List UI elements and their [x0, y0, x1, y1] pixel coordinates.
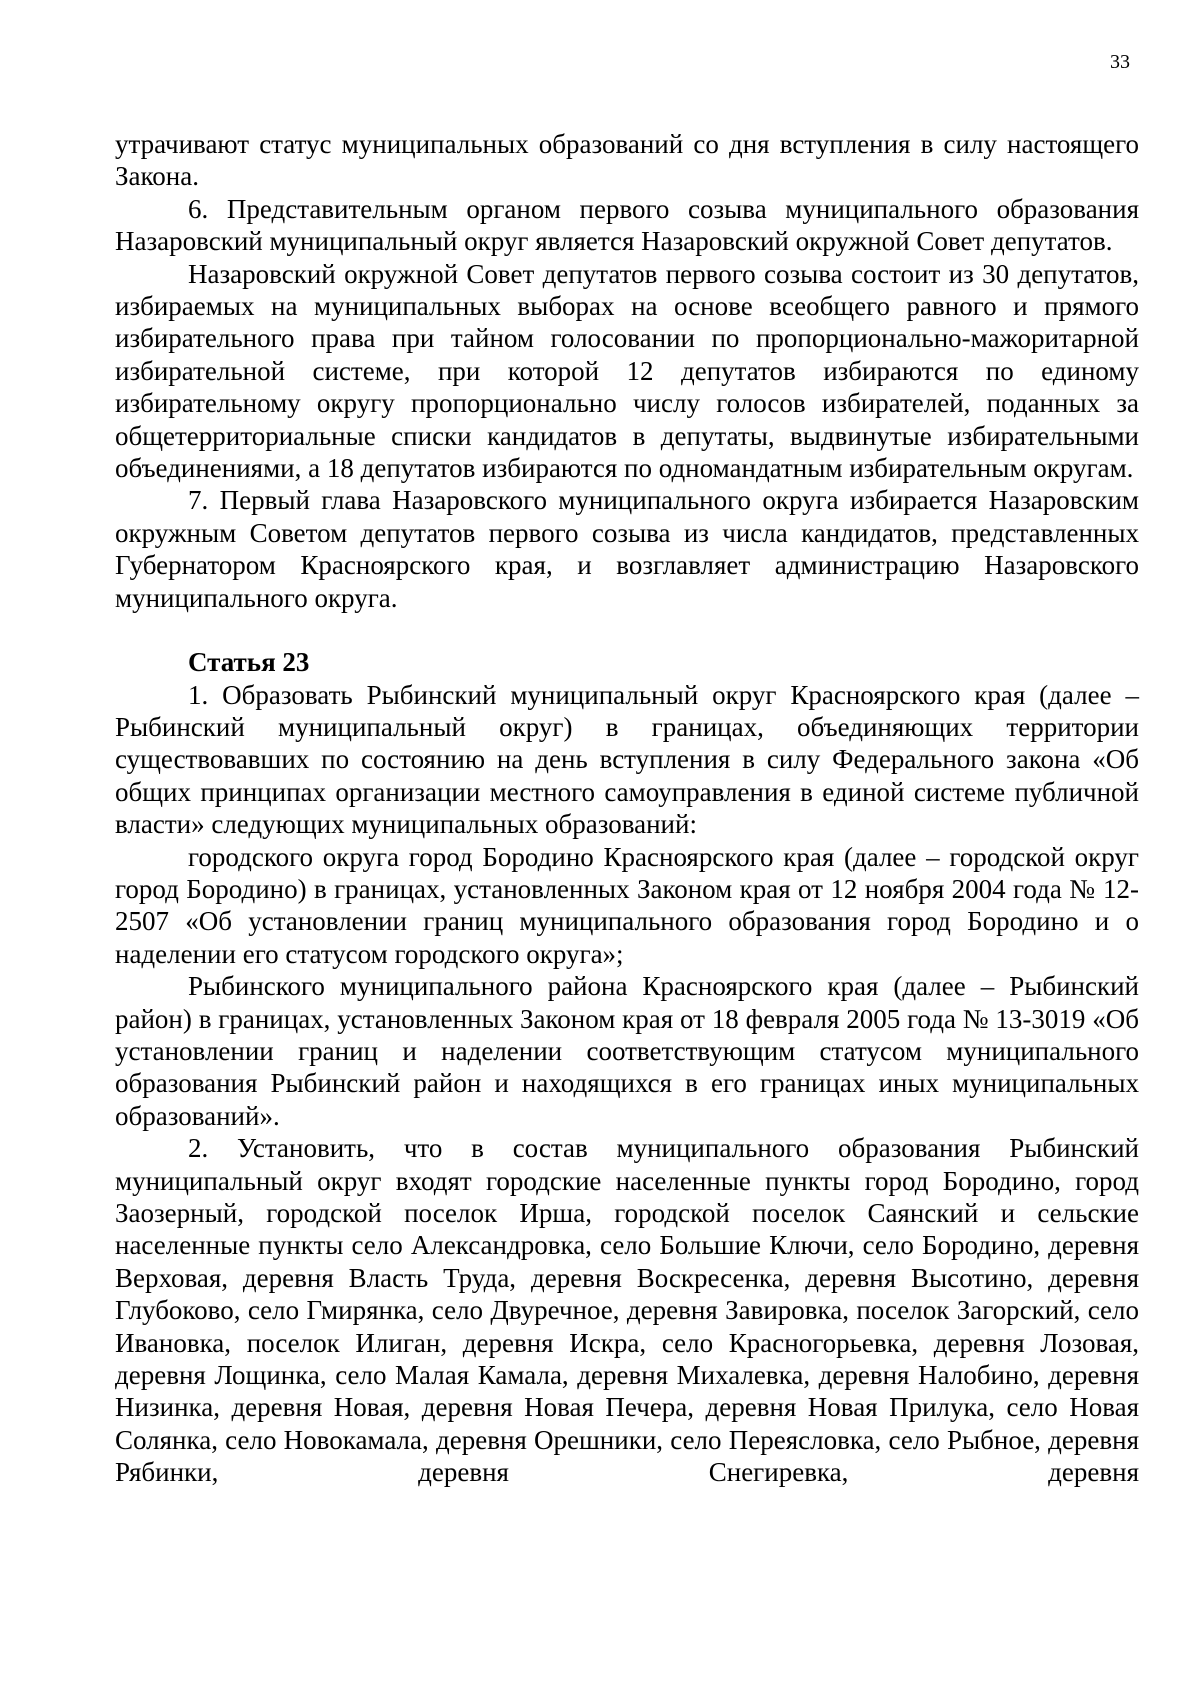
article-paragraph-2: 2. Установить, что в состав муниципального образования Рыбинский муниципальный округ входят городские населенные пункты город Бородино, город Заозерный, городской поселок Ирша, городской поселок Саянский и сельские населенные пункты село Александровка, село Большие Ключи, село Бородино, деревня Верховая, деревня Власть Труда, деревня Воскресенка, деревня Высотино, деревня Глубоково, село Гмирянка, село Двуречное, деревня Завировка, поселок Загорский, село Ивановка, поселок Илиган, деревня Искра, село Красногорьевка, деревня Лозовая, деревня Лощинка, село Малая Камала, деревня Михалевка, деревня Налобино, деревня Низинка, деревня Новая, деревня Новая Печера, деревня Новая Прилука, село Новая Солянка, село Новокамала, деревня Орешники, село Переясловка, село Рыбное, деревня Рябинки, деревня Снегиревка, деревня [115, 1133, 1139, 1488]
paragraph-continuation: утрачивают статус муниципальных образований со дня вступления в силу настоящего Закона. [115, 129, 1139, 192]
document-body [115, 128, 1139, 1489]
paragraph-item-7: 7. Первый глава Назаровского муниципального округа избирается Назаровским окружным Советом депутатов первого созыва из числа кандидатов, представленных Губернатором Красноярского края, и возглавляет администрацию Назаровского муниципального округа. [115, 485, 1139, 613]
article-paragraph-borodino: городского округа город Бородино Красноярского края (далее – городской округ город Бородино) в границах, установленных Законом края от 12 ноября 2004 года № 12-2507 «Об установлении границ муниципального образования город Бородино и о наделении его статусом городского округа»; [115, 841, 1139, 969]
page-number: 33 [1110, 51, 1130, 73]
paragraph-council-composition: Назаровский окружной Совет депутатов первого созыва состоит из 30 депутатов, избираемых на муниципальных выборах на основе всеобщего равного и прямого избирательного права при тайном голосовании по пропорционально-мажоритарной избирательной системе, при которой 12 депутатов избираются по единому избирательному округу пропорционально числу голосов избирателей, поданных за общетерриториальные списки кандидатов в депутаты, выдвинутые избирательными объединениями, а 18 депутатов избираются по одномандатным избирательным округам. [115, 258, 1139, 484]
article-paragraph-1: 1. Образовать Рыбинский муниципальный округ Красноярского края (далее – Рыбинский муниципальный округ) в границах, объединяющих территории существовавших по состоянию на день вступления в силу Федерального закона «Об общих принципах организации местного самоуправления в единой системе публичной власти» следующих муниципальных образований: [115, 679, 1139, 840]
paragraph-item-6: 6. Представительным органом первого созыва муниципального образования Назаровский муниципальный округ является Назаровский окружной Совет депутатов. [115, 193, 1139, 257]
article-heading: Статья 23 [188, 647, 310, 678]
article-paragraph-rybinsky-district: Рыбинского муниципального района Красноярского края (далее – Рыбинский район) в границах, установленных Законом края от 18 февраля 2005 года № 13-3019 «Об установлении границ и наделении соответствующим статусом муниципального образования Рыбинский район и находящихся в его границах иных муниципальных образований». [115, 971, 1139, 1131]
